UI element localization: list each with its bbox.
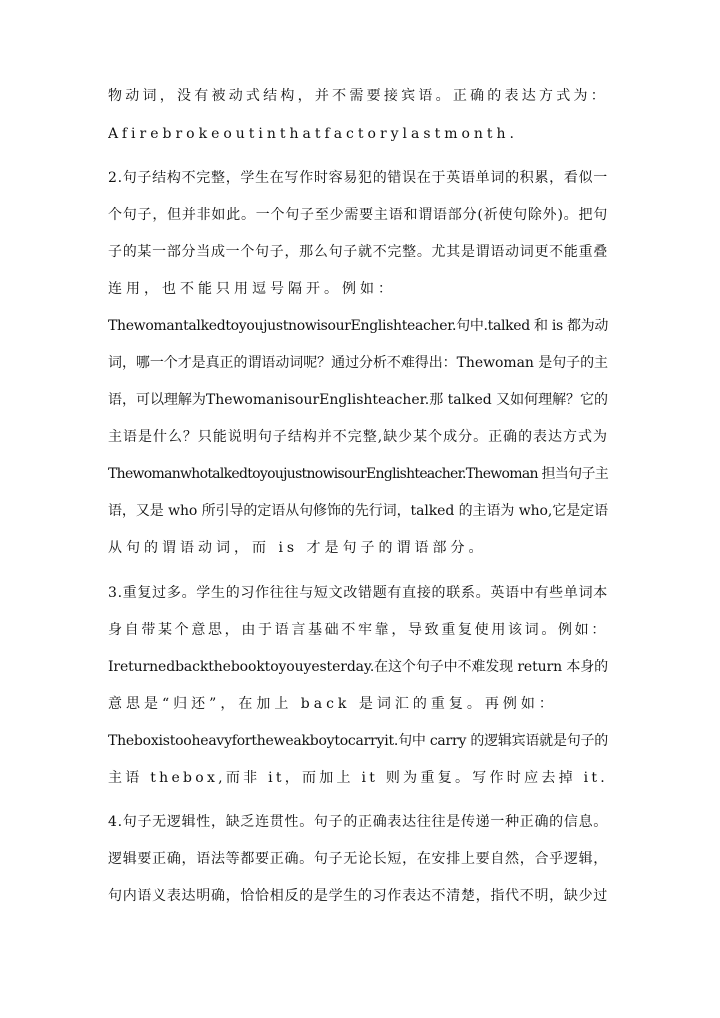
text-line: 身自带某个意思，由于语言基础不牢靠，导致重复使用该词。例如：	[108, 622, 608, 638]
text-line: 物动词，没有被动式结构，并不需要接宾语。正确的表达方式为：	[108, 88, 608, 104]
text-line: 个句子，但并非如此。一个句子至少需要主语和谓语部分(祈使句除外)。把句	[108, 207, 608, 223]
text-line: 逻辑要正确，语法等都要正确。句子无论长短，在安排上要自然，合乎逻辑，	[108, 851, 608, 867]
text-line: ThewomantalkedtoyoujustnowisourEnglishteacher.句中.talked 和 is 都为动	[108, 318, 608, 334]
text-line: Afirebrokeoutinthatfactorylastmonth.	[108, 126, 519, 142]
text-line: 语，又是 who 所引导的定语从句修饰的先行词，talked 的主语为 who,它是定语	[108, 503, 608, 519]
text-line: 3.重复过多。学生的习作往往与短文改错题有直接的联系。英语中有些单词本	[108, 585, 608, 601]
text-line: Ireturnedbackthebooktoyouyesterday.在这个句子中不难发现 return 本身的	[108, 659, 608, 675]
text-line: 主语 thebox,而非 it，而加上 it 则为重复。写作时应去掉 it.	[108, 770, 608, 786]
text-line: 语，可以理解为ThewomanisourEnglishteacher.那 talked 又如何理解？它的	[108, 392, 608, 408]
text-line: 子的某一部分当成一个句子，那么句子就不完整。尤其是谓语动词更不能重叠	[108, 244, 608, 260]
text-line: 2.句子结构不完整，学生在写作时容易犯的错误在于英语单词的积累，看似一	[108, 170, 608, 186]
text-line: 从句的谓语动词，而 is 才是句子的谓语部分。	[108, 540, 487, 556]
text-line: ThewomanwhotalkedtoyoujustnowisourEnglishteacher.Thewoman 担当句子主	[108, 466, 608, 482]
text-line: 意思是“归还”，在加上 back 是词汇的重复。再例如：	[108, 696, 557, 712]
text-line: 连用，也不能只用逗号隔开。例如：	[108, 281, 396, 297]
text-line: 词，哪一个才是真正的谓语动词呢？通过分析不难得出：Thewoman 是句子的主	[108, 355, 608, 371]
text-line: 4.句子无逻辑性，缺乏连贯性。句子的正确表达往往是传递一种正确的信息。	[108, 814, 608, 830]
text-line: 主语是什么？只能说明句子结构并不完整,缺少某个成分。正确的表达方式为	[108, 429, 608, 445]
text-line: 句内语义表达明确，恰恰相反的是学生的习作表达不清楚，指代不明，缺少过	[108, 888, 608, 904]
text-line: Theboxistooheavyfortheweakboytocarryit.句中 carry 的逻辑宾语就是句子的	[108, 733, 608, 749]
